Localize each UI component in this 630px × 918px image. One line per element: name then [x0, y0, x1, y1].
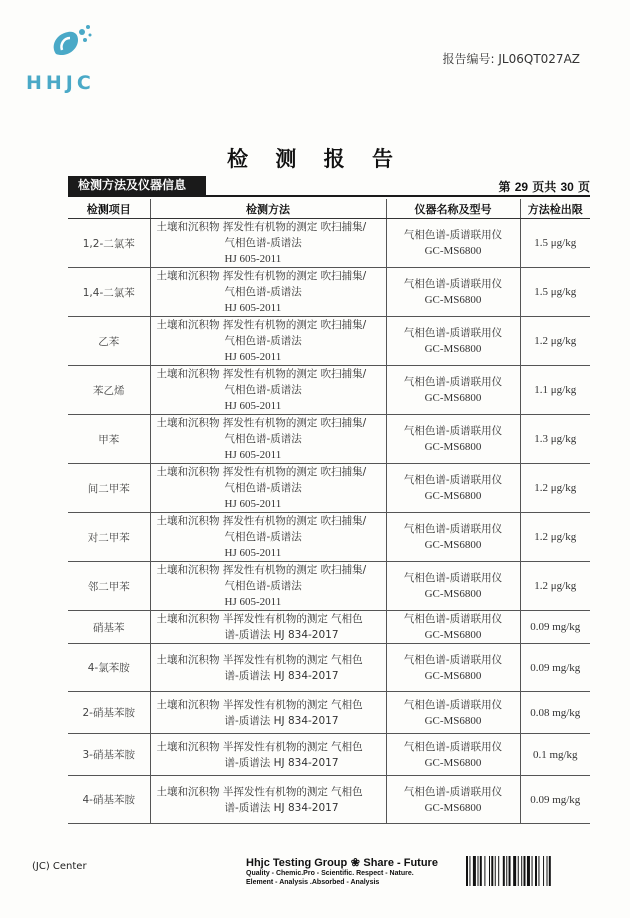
cell-instrument: 气相色谱-质谱联用仪 GC-MS6800	[386, 415, 520, 464]
cell-limit: 1.5 μg/kg	[520, 219, 590, 268]
barcode-bar	[535, 856, 537, 886]
section-label: 检测方法及仪器信息	[68, 176, 206, 195]
cell-item: 3-硝基苯胺	[68, 734, 150, 776]
footer-center-label: (JC) Center	[32, 861, 87, 872]
cell-method: 土壤和沉积物 挥发性有机物的测定 吹扫捕集/ 气相色谱-质谱法 HJ 605-2011	[150, 366, 386, 415]
cell-item: 2-硝基苯胺	[68, 692, 150, 734]
report-number-label: 报告编号:	[442, 52, 495, 66]
barcode-bar	[469, 856, 470, 886]
cell-limit: 1.2 μg/kg	[520, 317, 590, 366]
cell-limit: 1.2 μg/kg	[520, 562, 590, 611]
cell-item: 4-硝基苯胺	[68, 776, 150, 824]
barcode-bar	[484, 856, 485, 886]
page-count: 第 29 页共 30 页	[498, 180, 590, 194]
cell-instrument: 气相色谱-质谱联用仪 GC-MS6800	[386, 692, 520, 734]
barcode-icon	[466, 856, 576, 886]
cell-method: 土壤和沉积物 半挥发性有机物的测定 气相色 谱-质谱法 HJ 834-2017	[150, 776, 386, 824]
cell-item: 4-氯苯胺	[68, 644, 150, 692]
table-row	[68, 692, 590, 734]
barcode-bar	[498, 856, 499, 886]
cell-method: 土壤和沉积物 挥发性有机物的测定 吹扫捕集/ 气相色谱-质谱法 HJ 605-2011	[150, 268, 386, 317]
table-row	[68, 317, 590, 366]
barcode-bar	[509, 856, 511, 886]
cell-instrument: 气相色谱-质谱联用仪 GC-MS6800	[386, 219, 520, 268]
barcode-bar	[480, 856, 482, 886]
barcode-bar	[478, 856, 479, 886]
table-body	[68, 219, 590, 824]
header-limit: 方法检出限	[520, 199, 590, 219]
methods-table	[68, 199, 590, 824]
barcode-bar	[503, 856, 505, 886]
table-header-row	[68, 199, 590, 219]
barcode-bar	[524, 856, 526, 886]
cell-method: 土壤和沉积物 半挥发性有机物的测定 气相色 谱-质谱法 HJ 834-2017	[150, 611, 386, 644]
header-item: 检测项目	[68, 199, 150, 219]
cell-limit: 0.1 mg/kg	[520, 734, 590, 776]
barcode-bar	[538, 856, 539, 886]
cell-instrument: 气相色谱-质谱联用仪 GC-MS6800	[386, 644, 520, 692]
cell-method: 土壤和沉积物 挥发性有机物的测定 吹扫捕集/ 气相色谱-质谱法 HJ 605-2011	[150, 464, 386, 513]
table-row	[68, 734, 590, 776]
cell-instrument: 气相色谱-质谱联用仪 GC-MS6800	[386, 776, 520, 824]
cell-item: 1,4-二氯苯	[68, 268, 150, 317]
cell-limit: 0.09 mg/kg	[520, 611, 590, 644]
cell-method: 土壤和沉积物 挥发性有机物的测定 吹扫捕集/ 气相色谱-质谱法 HJ 605-2011	[150, 317, 386, 366]
cell-instrument: 气相色谱-质谱联用仪 GC-MS6800	[386, 366, 520, 415]
flower-icon: ❀	[350, 857, 360, 869]
table-row	[68, 644, 590, 692]
page-current: 29	[514, 180, 529, 194]
cell-method: 土壤和沉积物 半挥发性有机物的测定 气相色 谱-质谱法 HJ 834-2017	[150, 644, 386, 692]
footer-tagline-2: Element - Analysis .Absorbed - Analysis	[246, 879, 380, 886]
barcode-bar	[495, 856, 496, 886]
cell-limit: 1.1 μg/kg	[520, 366, 590, 415]
cell-item: 对二甲苯	[68, 513, 150, 562]
barcode-bar	[489, 856, 490, 886]
barcode-bar	[491, 856, 493, 886]
cell-method: 土壤和沉积物 挥发性有机物的测定 吹扫捕集/ 气相色谱-质谱法 HJ 605-2011	[150, 562, 386, 611]
cell-method: 土壤和沉积物 半挥发性有机物的测定 气相色 谱-质谱法 HJ 834-2017	[150, 734, 386, 776]
barcode-bar	[549, 856, 551, 886]
cell-instrument: 气相色谱-质谱联用仪 GC-MS6800	[386, 734, 520, 776]
footer-brand-name: Hhjc Testing Group	[246, 857, 348, 869]
cell-item: 乙苯	[68, 317, 150, 366]
cell-item: 1,2-二氯苯	[68, 219, 150, 268]
footer-tagline-1: Quality - Chemic.Pro - Scientific. Respect - Nature.	[246, 870, 414, 877]
page-title: 检 测 报 告	[227, 147, 403, 171]
cell-item: 甲苯	[68, 415, 150, 464]
header-instrument: 仪器名称及型号	[386, 199, 520, 219]
footer-brand-slogan: Share - Future	[363, 857, 438, 869]
logo-text: HHJC	[26, 72, 95, 94]
barcode-bar	[518, 856, 519, 886]
page-total: 30	[560, 180, 574, 194]
table-row	[68, 268, 590, 317]
table-row	[68, 366, 590, 415]
header-method: 检测方法	[150, 199, 386, 219]
cell-instrument: 气相色谱-质谱联用仪 GC-MS6800	[386, 611, 520, 644]
cell-method: 土壤和沉积物 挥发性有机物的测定 吹扫捕集/ 气相色谱-质谱法 HJ 605-2011	[150, 219, 386, 268]
cell-limit: 1.2 μg/kg	[520, 464, 590, 513]
section-divider	[68, 195, 590, 197]
barcode-bar	[527, 856, 530, 886]
cell-instrument: 气相色谱-质谱联用仪 GC-MS6800	[386, 464, 520, 513]
cell-item: 间二甲苯	[68, 464, 150, 513]
table-row	[68, 513, 590, 562]
cell-limit: 1.5 μg/kg	[520, 268, 590, 317]
table-row	[68, 415, 590, 464]
cell-instrument: 气相色谱-质谱联用仪 GC-MS6800	[386, 513, 520, 562]
barcode-bar	[547, 856, 548, 886]
cell-method: 土壤和沉积物 挥发性有机物的测定 吹扫捕集/ 气相色谱-质谱法 HJ 605-2011	[150, 513, 386, 562]
cell-item: 硝基苯	[68, 611, 150, 644]
cell-limit: 1.2 μg/kg	[520, 513, 590, 562]
cell-item: 邻二甲苯	[68, 562, 150, 611]
cell-instrument: 气相色谱-质谱联用仪 GC-MS6800	[386, 317, 520, 366]
cell-limit: 0.09 mg/kg	[520, 644, 590, 692]
barcode-bar	[532, 856, 533, 886]
table-row	[68, 562, 590, 611]
footer-brand	[246, 856, 438, 887]
company-logo	[18, 10, 108, 94]
report-number-value: JL06QT027AZ	[498, 52, 580, 66]
barcode-bar	[521, 856, 522, 886]
cell-method: 土壤和沉积物 挥发性有机物的测定 吹扫捕集/ 气相色谱-质谱法 HJ 605-2011	[150, 415, 386, 464]
logo-drop-icon	[48, 24, 92, 64]
cell-instrument: 气相色谱-质谱联用仪 GC-MS6800	[386, 268, 520, 317]
table-row	[68, 219, 590, 268]
barcode-bar	[473, 856, 476, 886]
cell-limit: 1.3 μg/kg	[520, 415, 590, 464]
cell-limit: 0.08 mg/kg	[520, 692, 590, 734]
barcode-bar	[513, 856, 516, 886]
cell-method: 土壤和沉积物 半挥发性有机物的测定 气相色 谱-质谱法 HJ 834-2017	[150, 692, 386, 734]
table-row	[68, 776, 590, 824]
table-row	[68, 464, 590, 513]
cell-item: 苯乙烯	[68, 366, 150, 415]
barcode-bar	[543, 856, 544, 886]
cell-limit: 0.09 mg/kg	[520, 776, 590, 824]
table-row	[68, 611, 590, 644]
report-number	[443, 50, 580, 67]
cell-instrument: 气相色谱-质谱联用仪 GC-MS6800	[386, 562, 520, 611]
barcode-bar	[466, 856, 468, 886]
barcode-bar	[506, 856, 507, 886]
